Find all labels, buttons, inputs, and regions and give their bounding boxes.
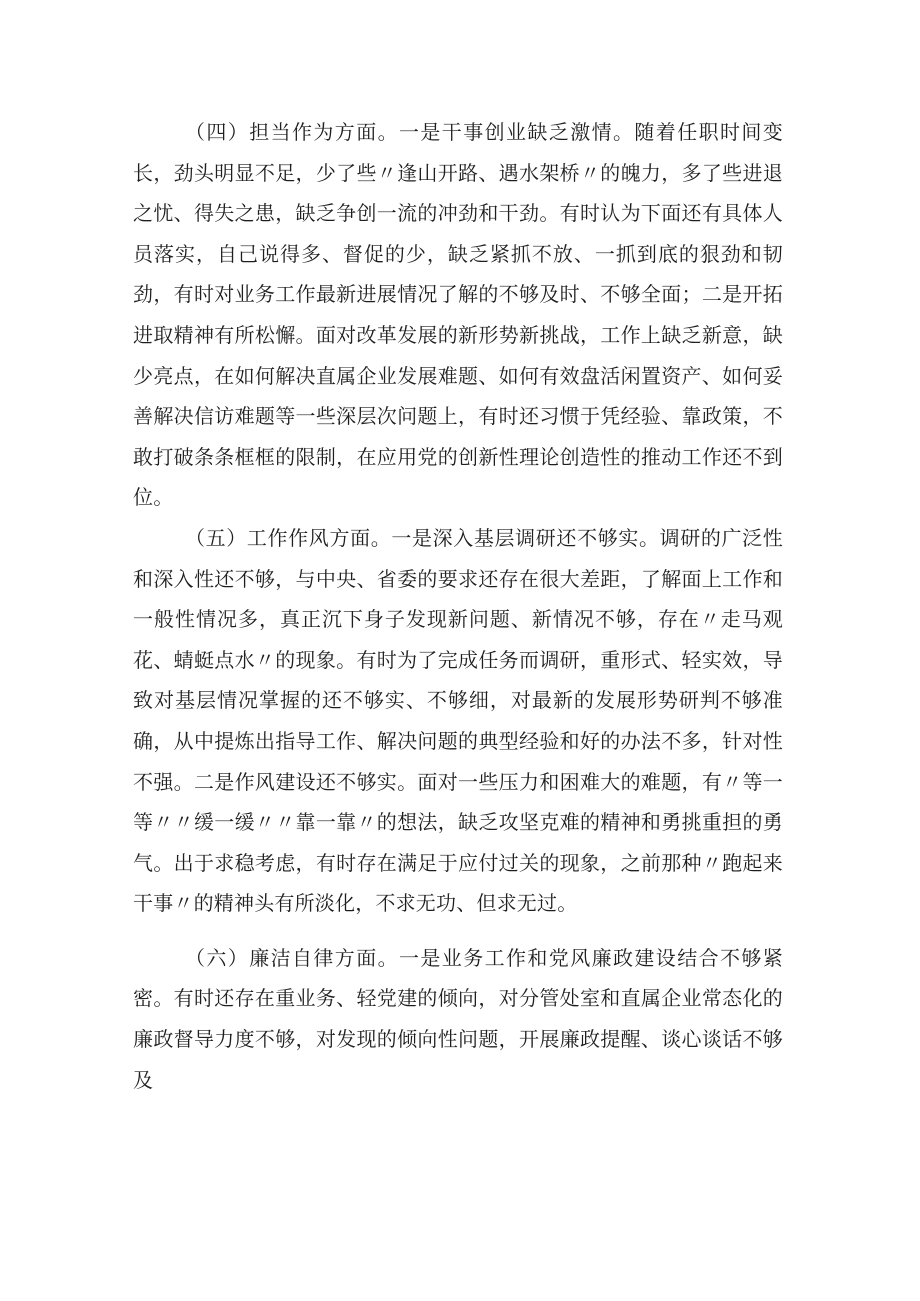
paragraph-integrity: （六）廉洁自律方面。一是业务工作和党风廉政建设结合不够紧密。有时还存在重业务、轻党建的倾向，对分管处室和直属企业常态化的廉政督导力度不够，对发现的倾向性问题，开展廉政提醒、谈心谈话不够及 — [133, 945, 783, 1092]
paragraph-accountability: （四）担当作为方面。一是干事创业缺乏激情。随着任职时间变长，劲头明显不足，少了些〃逢山开路、遇水架桥〃的魄力，多了些进退之忧、得失之患，缺乏争创一流的冲劲和干劲。有时认为下面还有具体人员落实，自己说得多、督促的少，缺乏紧抓不放、一抓到底的狠劲和韧劲，有时对业务工作最新进展情况了解的不够及时、不够全面；二是开拓进取精神有所松懈。面对改革发展的新形势新挑战，工作上缺乏新意，缺少亮点，在如何解决直属企业发展难题、如何有效盘活闲置资产、如何妥善解决信访难题等一些深层次问题上，有时还习惯于凭经验、靠政策，不敢打破条条框框的限制，在应用党的创新性理论创造性的推动工作还不到位。 — [133, 120, 783, 510]
document-body — [133, 112, 783, 1100]
paragraph-work-style: （五）工作作风方面。一是深入基层调研还不够实。调研的广泛性和深入性还不够，与中央、省委的要求还存在很大差距，了解面上工作和一般性情况多，真正沉下身子发现新问题、新情况不够，存在〃走马观花、蜻蜓点水〃的现象。有时为了完成任务而调研，重形式、轻实效，导致对基层情况掌握的还不够实、不够细，对最新的发展形势研判不够准确，从中提炼出指导工作、解决问题的典型经验和好的办法不多，针对性不强。二是作风建设还不够实。面对一些压力和困难大的难题，有〃等一等〃〃缓一缓〃〃靠一靠〃的想法，缺乏攻坚克难的精神和勇挑重担的勇气。出于求稳考虑，有时存在满足于应付过关的现象，之前那种〃跑起来干事〃的精神头有所淡化，不求无功、但求无过。 — [133, 525, 783, 916]
